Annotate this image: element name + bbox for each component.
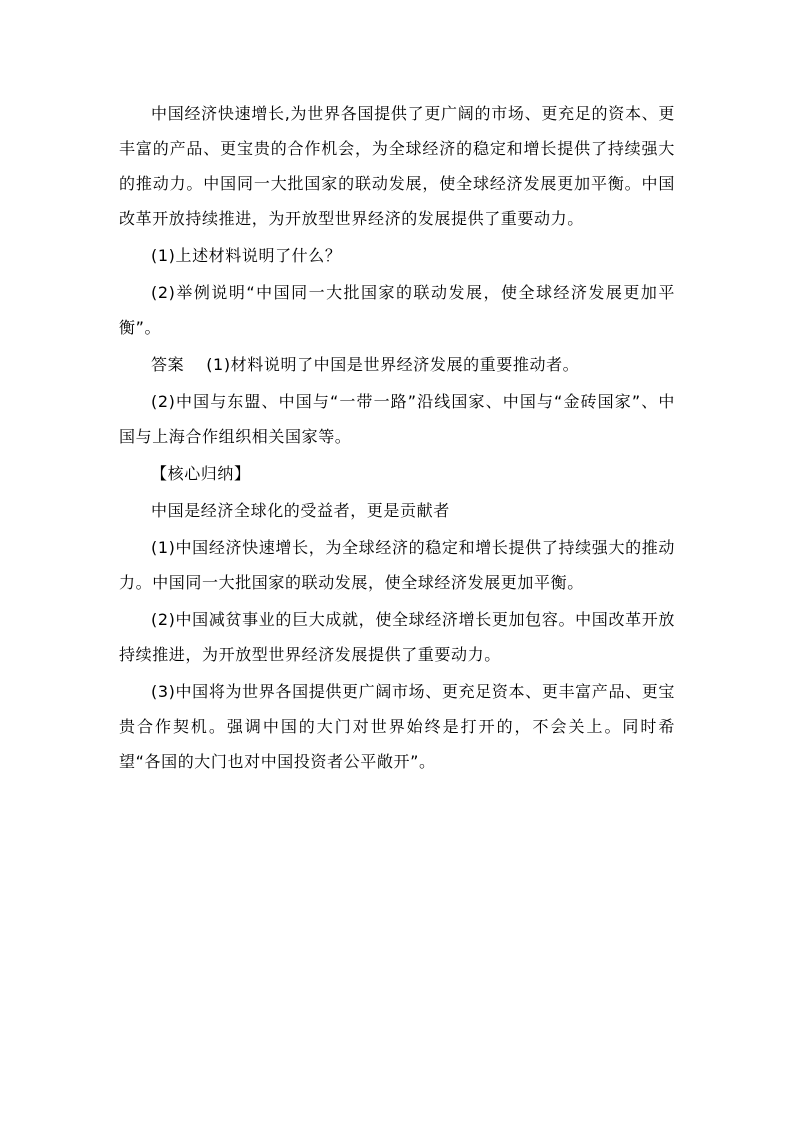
summary-point-1: (1)中国经济快速增长，为全球经济的稳定和增长提供了持续强大的推动力。中国同一大批国家的联动发展，使全球经济发展更加平衡。	[119, 538, 675, 592]
material-paragraph: 中国经济快速增长,为世界各国提供了更广阔的市场、更充足的资本、更丰富的产品、更宝贵的合作机会，为全球经济的稳定和增长提供了持续强大的推动力。中国同一大批国家的联动发展，使全球经济发展更加平衡。中国改革开放持续推进，为开放型世界经济的发展提供了重要动力。	[119, 104, 675, 228]
section-heading: 【核心归纳】	[151, 464, 251, 483]
summary-point-2: (2)中国减贫事业的巨大成就，使全球经济增长更加包容。中国改革开放持续推进，为开放型世界经济发展提供了重要动力。	[119, 610, 675, 664]
answer-2: (2)中国与东盟、中国与“一带一路”沿线国家、中国与“金砖国家”、中国与上海合作组织相关国家等。	[119, 392, 675, 446]
question-1: (1)上述材料说明了什么？	[151, 246, 342, 265]
question-2: (2)举例说明“中国同一大批国家的联动发展，使全球经济发展更加平衡”。	[119, 283, 675, 337]
summary-intro: 中国是经济全球化的受益者，更是贡献者	[151, 501, 450, 520]
answer-label: 答案	[151, 355, 185, 374]
answer-1-paragraph	[119, 347, 675, 382]
summary-point-3: (3)中国将为世界各国提供更广阔市场、更充足资本、更丰富产品、更宝贵合作契机。强调中国的大门对世界始终是打开的，不会关上。同时希望“各国的大门也对中国投资者公平敞开”。	[119, 682, 675, 771]
document-body	[119, 96, 675, 779]
answer-1: (1)材料说明了中国是世界经济发展的重要推动者。	[206, 355, 580, 374]
